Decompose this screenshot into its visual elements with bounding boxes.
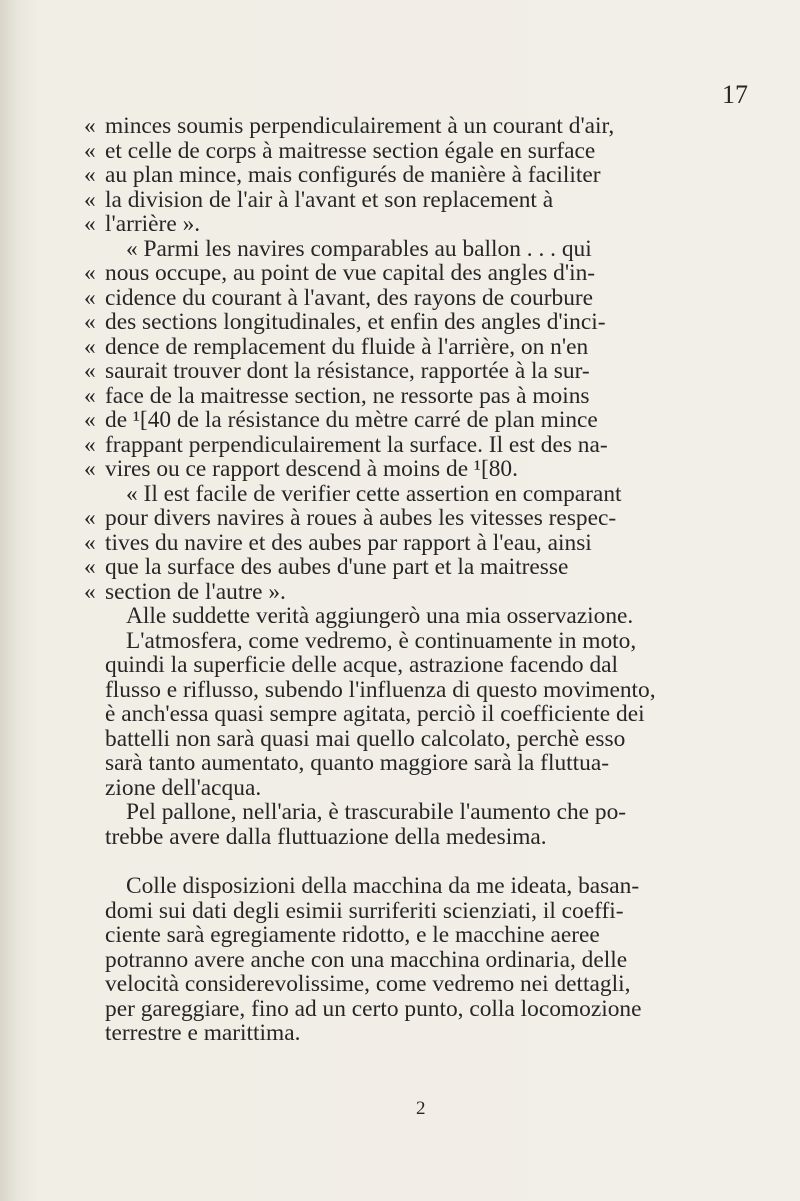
signature-mark: 2 (416, 1098, 426, 1119)
line-text: battelli non sarà quasi mai quello calcolato, perchè esso (105, 725, 626, 752)
text-line (84, 1021, 744, 1046)
line-text: Colle disposizioni della macchina da me ideata, basan- (126, 873, 640, 899)
text-line (84, 825, 744, 850)
text-line (84, 506, 744, 531)
text-line (84, 310, 744, 335)
line-text: vires ou ce rapport descend à moins de ¹[80. (105, 456, 518, 482)
quote-mark: « (84, 578, 96, 605)
quote-mark: « (84, 186, 96, 213)
quote-mark: « (84, 284, 96, 311)
line-text: nous occupe, au point de vue capital des angles d'in- (105, 260, 596, 286)
text-line (84, 972, 744, 997)
text-line (84, 555, 744, 580)
line-text: velocità considerevolissime, come vedremo nei dettagli, (105, 971, 631, 997)
text-line (84, 629, 744, 654)
text-line (84, 163, 744, 188)
quote-mark: « (84, 137, 96, 164)
quote-mark: « (84, 162, 96, 188)
line-text: des sections longitudinales, et enfin des angles d'inci- (105, 309, 606, 335)
line-text: saurait trouver dont la résistance, rapportée à la sur- (105, 358, 590, 384)
quote-mark: « (84, 260, 96, 286)
line-text: terrestre e marittima. (105, 1020, 301, 1046)
line-text: Pel pallone, nell'aria, è trascurabile l'aumento che po- (126, 799, 627, 825)
line-text: sarà tanto aumentato, quanto maggiore sarà la fluttua- (105, 750, 610, 776)
page-number: 17 (722, 80, 748, 109)
text-line (84, 286, 744, 311)
line-text: minces soumis perpendiculairement à un courant d'air, (105, 113, 615, 139)
line-text: de ¹[40 de la résistance du mètre carré de plan mince (105, 407, 598, 433)
line-text: cidence du courant à l'avant, des rayons de courbure (105, 284, 594, 311)
line-text: quindi la superficie delle acque, astrazione facendo dal (105, 652, 619, 678)
quote-mark: « (84, 456, 96, 482)
text-line (84, 874, 744, 899)
quote-mark: « (84, 113, 96, 139)
quote-mark: « (84, 309, 96, 335)
text-line (84, 359, 744, 384)
line-text: domi sui dati degli esimii surriferiti scienziati, il coeffi- (105, 897, 624, 924)
body-text (84, 114, 744, 1046)
line-text: per gareggiare, fino ad un certo punto, colla locomozione (105, 995, 642, 1022)
quote-mark: « (84, 554, 96, 580)
line-text: L'atmosfera, come vedremo, è continuamente in moto, (126, 627, 637, 654)
quote-mark: « (84, 211, 96, 237)
line-text: et celle de corps à maitresse section égale en surface (105, 137, 596, 164)
text-line (84, 237, 744, 262)
paragraph-gap (84, 849, 744, 874)
text-line (84, 188, 744, 213)
text-line (84, 580, 744, 605)
line-text: flusso e riflusso, subendo l'influenza di questo movimento, (105, 676, 656, 703)
text-line (84, 531, 744, 556)
line-text: « Parmi les navires comparables au ballon . . . qui (126, 235, 592, 262)
line-text: potranno avere anche con una macchina ordinaria, delle (105, 946, 628, 973)
line-text: dence de remplacement du fluide à l'arrière, on n'en (105, 333, 589, 360)
line-text: la division de l'air à l'avant et son replacement à (105, 186, 554, 213)
text-line (84, 457, 744, 482)
text-line (84, 335, 744, 360)
line-text: « Il est facile de verifier cette assertion en comparant (126, 480, 622, 507)
quote-mark: « (84, 382, 96, 409)
text-line (84, 899, 744, 924)
line-text: ciente sarà egregiamente ridotto, e le macchine aeree (105, 922, 600, 948)
line-text: l'arrière ». (105, 211, 201, 237)
quote-mark: « (84, 358, 96, 384)
line-text: face de la maitresse section, ne ressorte pas à moins (105, 382, 590, 409)
line-text: tives du navire et des aubes par rapport à l'eau, ainsi (105, 529, 592, 556)
text-line (84, 776, 744, 801)
quote-mark: « (84, 505, 96, 531)
text-line (84, 604, 744, 629)
quote-mark: « (84, 431, 96, 458)
text-line (84, 751, 744, 776)
text-line (84, 433, 744, 458)
line-text: que la surface des aubes d'une part et la maitresse (105, 554, 569, 580)
text-line (84, 678, 744, 703)
line-text: au plan mince, mais configurés de manière à faciliter (105, 162, 601, 188)
line-text: section de l'autre ». (105, 578, 286, 605)
quote-mark: « (84, 333, 96, 360)
line-text: pour divers navires à roues à aubes les vitesses respec- (105, 505, 617, 531)
quote-mark: « (84, 529, 96, 556)
line-text: Alle suddette verità aggiungerò una mia osservazione. (126, 603, 634, 629)
text-line (84, 384, 744, 409)
text-line (84, 997, 744, 1022)
text-line (84, 408, 744, 433)
text-line (84, 482, 744, 507)
text-line (84, 923, 744, 948)
text-line (84, 114, 744, 139)
text-line (84, 727, 744, 752)
text-line (84, 948, 744, 973)
line-text: è anch'essa quasi sempre agitata, perciò il coefficiente dei (105, 701, 645, 727)
text-line (84, 800, 744, 825)
quote-mark: « (84, 407, 96, 433)
text-line (84, 212, 744, 237)
text-line (84, 653, 744, 678)
text-line (84, 139, 744, 164)
line-text: trebbe avere dalla fluttuazione della medesima. (105, 823, 547, 850)
text-line (84, 702, 744, 727)
line-text: frappant perpendiculairement la surface. Il est des na- (105, 431, 608, 458)
line-text: zione dell'acqua. (105, 774, 262, 801)
text-line (84, 261, 744, 286)
